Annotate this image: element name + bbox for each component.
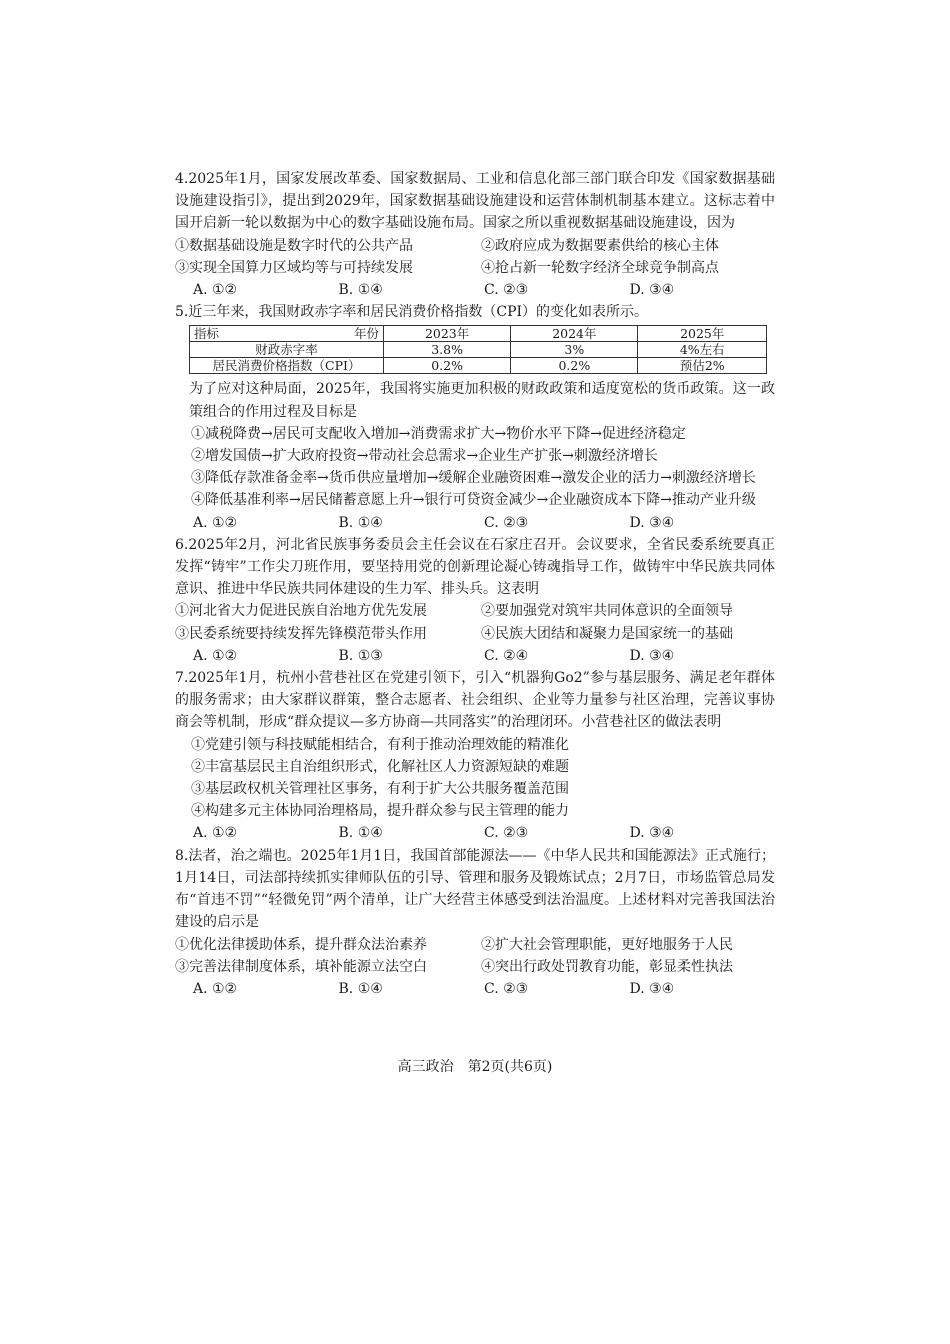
answer-option: B. ①④ bbox=[338, 282, 383, 299]
answer-options bbox=[175, 822, 775, 844]
question-stem: 5.近三年来，我国财政赤字率和居民消费价格指数（CPI）的变化如表所示。 bbox=[175, 304, 649, 321]
choice-item: ③民委系统要持续发挥先锋模范带头作用 bbox=[175, 625, 427, 642]
answer-option: D. ③④ bbox=[629, 825, 675, 842]
answer-option: D. ③④ bbox=[629, 980, 675, 997]
choice-item: ②增发国债→扩大政府投资→带动社会总需求→企业生产扩张→刺激经济增长 bbox=[191, 448, 658, 465]
choice-item: ③降低存款准备金率→货币供应量增加→缓解企业融资困难→激发企业的活力→刺激经济增长 bbox=[191, 470, 756, 487]
table-cell: 3% bbox=[511, 342, 638, 358]
answer-options bbox=[175, 279, 775, 301]
choice-item: ①减税降费→居民可支配收入增加→消费需求扩大→物价水平下降→促进经济稳定 bbox=[191, 425, 686, 442]
data-table bbox=[189, 325, 767, 374]
choice-item: ④突出行政处罚教育功能，彰显柔性执法 bbox=[481, 958, 733, 975]
choice-item: ④抢占新一轮数字经济全球竞争制高点 bbox=[481, 259, 719, 276]
table-row-label: 财政赤字率 bbox=[190, 342, 384, 358]
question-stem-continued: 为了应对这种局面，2025年，我国将实施更加积极的财政政策和适度宽松的货币政策。这一政策组合的作用过程及目标是 bbox=[189, 381, 775, 420]
answer-option: C. ②③ bbox=[484, 282, 529, 299]
table-cell: 4%左右 bbox=[638, 342, 767, 358]
choice-item: ③实现全国算力区域均等与可持续发展 bbox=[175, 259, 413, 276]
answer-option: A. ①② bbox=[193, 514, 238, 531]
choice-row bbox=[175, 235, 775, 257]
choice-item: ②丰富基层民主自治组织形式，化解社区人力资源短缺的难题 bbox=[191, 758, 569, 775]
answer-option: A. ①② bbox=[193, 980, 238, 997]
answer-option: B. ①④ bbox=[338, 514, 383, 531]
answer-option: C. ②③ bbox=[484, 980, 529, 997]
table-corner-cell bbox=[190, 326, 384, 342]
choice-item: ④民族大团结和凝聚力是国家统一的基础 bbox=[481, 625, 733, 642]
choice-item: ③基层政权机关管理社区事务，有利于扩大公共服务覆盖范围 bbox=[191, 781, 569, 798]
answer-option: A. ①② bbox=[193, 825, 238, 842]
answer-option: B. ①④ bbox=[338, 825, 383, 842]
choice-item: ④构建多元主体协同治理格局，提升群众参与民主管理的能力 bbox=[191, 803, 569, 820]
answer-options bbox=[175, 645, 775, 667]
question-7 bbox=[175, 667, 775, 845]
question-stem: 6.2025年2月，河北省民族事务委员会主任会议在石家庄召开。会议要求，全省民委系统要真正发挥“铸牢”工作尖刀班作用，要坚持用党的创新理论凝心铸魂指导工作，做铸牢中华民族共同体意识、推进中华民族共同体建设的生力军、排头兵。这表明 bbox=[175, 536, 775, 598]
answer-option: A. ①② bbox=[193, 647, 238, 664]
question-4 bbox=[175, 168, 775, 301]
answer-option: C. ②④ bbox=[484, 647, 529, 664]
question-6 bbox=[175, 534, 775, 667]
choice-row bbox=[175, 934, 775, 956]
question-5 bbox=[175, 301, 775, 534]
table-cell: 预估2% bbox=[638, 358, 767, 374]
choice-item: ①河北省大力促进民族自治地方优先发展 bbox=[175, 603, 427, 620]
table-header-row bbox=[190, 326, 767, 342]
choice-item: ①数据基础设施是数字时代的公共产品 bbox=[175, 237, 413, 254]
choice-row bbox=[175, 600, 775, 622]
question-stem: 8.法者，治之端也。2025年1月1日，我国首部能源法——《中华人民共和国能源法》正式施行；1月14日，司法部持续抓实律师队伍的引导、管理和服务及锻炼试点；2月7日，市场监管总局发布“首违不罚”“轻微免罚”两个清单，让广大经营主体感受到法治温度。上述材料对完善我国法治建设的启示是 bbox=[175, 847, 775, 931]
question-stem: 7.2025年1月，杭州小营巷社区在党建引领下，引入“机器狗Go2”参与基层服务、满足老年群体的服务需求；由大家群议群策，整合志愿者、社会组织、企业等力量参与社区治理，完善议事协商会等机制，形成“群众提议—多方协商—共同落实”的治理闭环。小营巷社区的做法表明 bbox=[175, 670, 775, 731]
choice-item: ④降低基准利率→居民储蓄意愿上升→银行可贷资金减少→企业融资成本下降→推动产业升级 bbox=[191, 492, 756, 509]
question-stem: 4.2025年1月，国家发展改革委、国家数据局、工业和信息化部三部门联合印发《国家数据基础设施建设指引》，提出到2029年，国家数据基础设施建设和运营体制机制基本建立。这标志着中国开启新一轮以数据为中心的数字基础设施布局。国家之所以重视数据基础设施建设，因为 bbox=[175, 171, 775, 232]
table-cell: 0.2% bbox=[384, 358, 511, 374]
table-cell: 3.8% bbox=[384, 342, 511, 358]
choice-item: ①党建引领与科技赋能相结合，有利于推动治理效能的精准化 bbox=[191, 736, 569, 753]
page-footer: 高三政治 第2页(共6页) bbox=[397, 1059, 553, 1075]
table-header-cell: 2024年 bbox=[511, 326, 638, 342]
choice-row bbox=[175, 623, 775, 645]
table-row bbox=[190, 358, 767, 374]
answer-options bbox=[175, 512, 775, 534]
answer-option: C. ②③ bbox=[484, 825, 529, 842]
choice-item: ③完善法律制度体系，填补能源立法空白 bbox=[175, 958, 427, 975]
answer-option: B. ①④ bbox=[338, 980, 383, 997]
choice-item: ②政府应成为数据要素供给的核心主体 bbox=[481, 237, 719, 254]
question-8 bbox=[175, 845, 775, 1000]
choice-item: ①优化法律援助体系，提升群众法治素养 bbox=[175, 936, 427, 953]
choice-row bbox=[175, 956, 775, 978]
answer-options bbox=[175, 978, 775, 1000]
answer-option: B. ①③ bbox=[338, 647, 383, 664]
table-cell: 0.2% bbox=[511, 358, 638, 374]
corner-label-year: 年份 bbox=[353, 326, 379, 342]
answer-option: D. ③④ bbox=[629, 514, 675, 531]
choice-row bbox=[175, 257, 775, 279]
exam-content bbox=[175, 168, 775, 1000]
answer-option: A. ①② bbox=[193, 282, 238, 299]
corner-label-indicator: 指标 bbox=[194, 326, 220, 342]
table-header-cell: 2023年 bbox=[384, 326, 511, 342]
answer-option: C. ②③ bbox=[484, 514, 529, 531]
choice-item: ②要加强党对筑牢共同体意识的全面领导 bbox=[481, 603, 733, 620]
answer-option: D. ③④ bbox=[629, 647, 675, 664]
choice-item: ②扩大社会管理职能，更好地服务于人民 bbox=[481, 936, 733, 953]
table-header-cell: 2025年 bbox=[638, 326, 767, 342]
answer-option: D. ③④ bbox=[629, 282, 675, 299]
table-row bbox=[190, 342, 767, 358]
table-row-label: 居民消费价格指数（CPI） bbox=[190, 358, 384, 374]
